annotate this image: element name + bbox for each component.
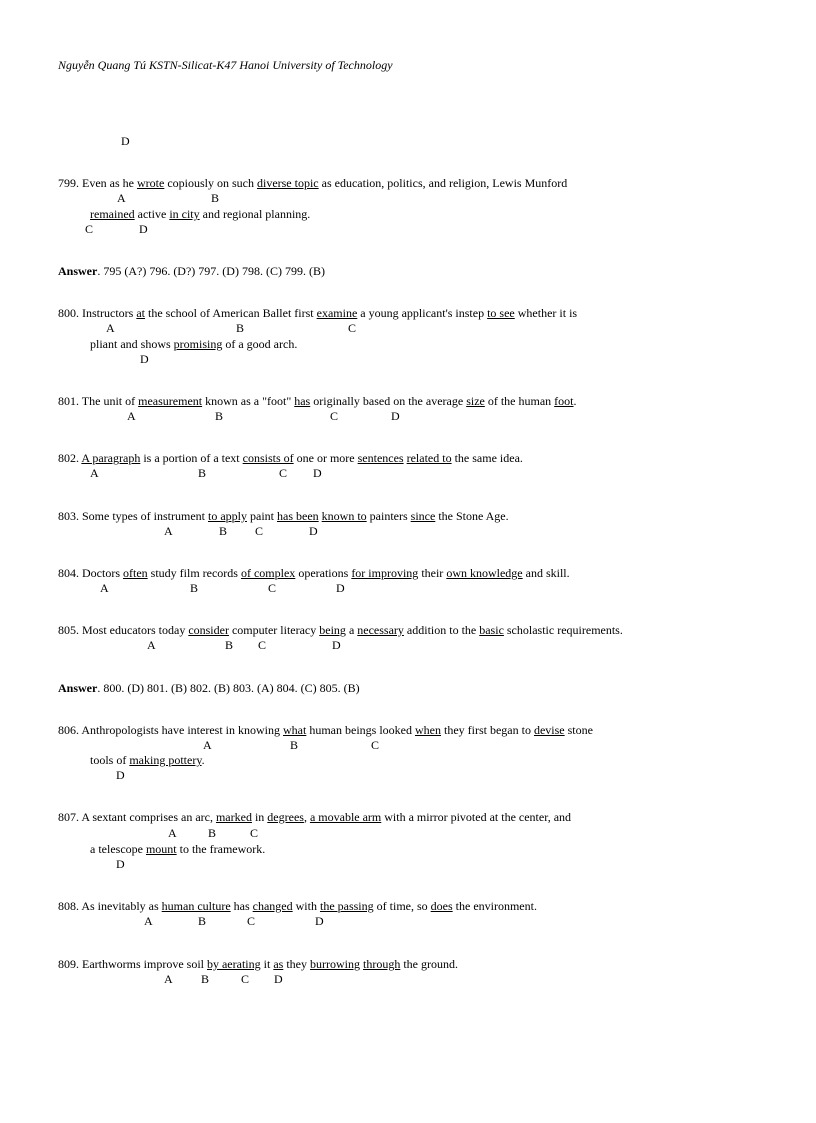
option-d: mount — [145, 842, 177, 856]
option-letter-b: B — [290, 738, 299, 752]
option-a: measurement — [138, 394, 203, 408]
question-799-line-1: 799. Even as he wrote copiously on such diverse topic as education, politics, and religion, Lewis Munford — [58, 176, 568, 190]
option-letter-b: B — [219, 524, 228, 538]
option-letter-a: A — [203, 738, 212, 752]
option-letter-d: D — [116, 768, 125, 782]
question-number: 802. — [58, 451, 79, 465]
option-a: by aerating — [206, 957, 261, 971]
option-letter-a: A — [144, 914, 153, 928]
option-b: changed — [252, 899, 293, 913]
option-c: devise — [533, 723, 565, 737]
option-c: burrowing — [309, 957, 360, 971]
option-letter-a: A — [127, 409, 136, 423]
option-b: degrees — [267, 810, 304, 824]
answer-label: Answer — [58, 681, 98, 695]
option-letter-d: D — [309, 524, 318, 538]
answer-label: Answer — [58, 264, 98, 278]
option-letter-a: A — [164, 972, 173, 986]
answer-key-2: Answer. 800. (D) 801. (B) 802. (B) 803. (A) 804. (C) 805. (B) — [58, 681, 360, 695]
option-c: necessary — [357, 623, 404, 637]
option-letter-d: D — [116, 857, 125, 871]
option-a: A paragraph — [81, 451, 141, 465]
question-801-line-1: 801. The unit of measurement known as a "foot" has originally based on the average size of the human foot. — [58, 394, 577, 408]
option-letter-c: C — [85, 222, 94, 236]
option-a: wrote — [136, 176, 165, 190]
option-b: has been — [277, 509, 319, 523]
option-a: at — [136, 306, 145, 320]
option-letter-d: D — [274, 972, 283, 986]
question-806-line-1: 806. Anthropologists have interest in knowing what human beings looked when they first began to devise stone — [58, 723, 593, 737]
option-d: since — [410, 509, 436, 523]
option-letter-b: B — [236, 321, 245, 335]
option-b: consists of — [242, 451, 294, 465]
option-b: examine — [316, 306, 358, 320]
option-a: what — [283, 723, 307, 737]
option-letter-d: D — [315, 914, 324, 928]
question-808-line-1: 808. As inevitably as human culture has changed with the passing of time, so does the environment. — [58, 899, 537, 913]
question-number: 804. — [58, 566, 79, 580]
option-letter-a: A — [117, 191, 126, 205]
option-b: when — [414, 723, 441, 737]
question-number: 805. — [58, 623, 79, 637]
option-c: for improving — [351, 566, 419, 580]
option-a: to apply — [208, 509, 247, 523]
option-c: size — [466, 394, 485, 408]
option-letter-a: A — [106, 321, 115, 335]
option-a: often — [123, 566, 148, 580]
option-b: being — [319, 623, 346, 637]
question-806-line-2: tools of making pottery. — [90, 753, 205, 767]
question-number: 801. — [58, 394, 79, 408]
option-letter-b: B — [211, 191, 220, 205]
option-d: foot — [554, 394, 574, 408]
option-letter-c: C — [279, 466, 288, 480]
option-d: promising — [173, 337, 223, 351]
option-letter-b: B — [190, 581, 199, 595]
option-letter-d: D — [121, 134, 130, 148]
option-letter-a: A — [164, 524, 173, 538]
question-807-line-1: 807. A sextant comprises an arc, marked in degrees, a movable arm with a mirror pivoted at the center, and — [58, 810, 572, 824]
option-a: human culture — [161, 899, 231, 913]
option-letter-b: B — [201, 972, 210, 986]
option-letter-d: D — [391, 409, 400, 423]
option-letter-b: B — [208, 826, 217, 840]
option-letter-a: A — [100, 581, 109, 595]
option-c: sentences — [357, 451, 404, 465]
option-b: has — [294, 394, 311, 408]
option-c: the passing — [319, 899, 374, 913]
question-800-line-1: 800. Instructors at the school of American Ballet first examine a young applicant's instep to see whether it is — [58, 306, 578, 320]
option-letter-c: C — [241, 972, 250, 986]
option-c: remained — [90, 207, 135, 221]
question-number: 808. — [58, 899, 79, 913]
question-number: 799. — [58, 176, 79, 190]
option-b: diverse topic — [256, 176, 319, 190]
question-809-line-1: 809. Earthworms improve soil by aerating it as they burrowing through the ground. — [58, 957, 458, 971]
option-d: own knowledge — [446, 566, 523, 580]
question-805-line-1: 805. Most educators today consider computer literacy being a necessary addition to the basic scholastic requirements. — [58, 623, 623, 637]
option-letter-c: C — [258, 638, 267, 652]
option-d: basic — [479, 623, 504, 637]
option-letter-d: D — [313, 466, 322, 480]
question-number: 807. — [58, 810, 79, 824]
option-letter-c: C — [247, 914, 256, 928]
option-c: to see — [487, 306, 515, 320]
question-799-line-2: remained active in city and regional planning. — [90, 207, 311, 221]
option-letter-d: D — [140, 352, 149, 366]
question-803-line-1: 803. Some types of instrument to apply paint has been known to painters since the Stone Age. — [58, 509, 509, 523]
page-header: Nguyễn Quang Tú KSTN-Silicat-K47 Hanoi University of Technology — [58, 58, 393, 72]
option-letter-c: C — [330, 409, 339, 423]
question-802-line-1: 802. A paragraph is a portion of a text consists of one or more sentences related to the same idea. — [58, 451, 523, 465]
option-letter-b: B — [215, 409, 224, 423]
option-letter-c: C — [371, 738, 380, 752]
option-a: marked — [215, 810, 252, 824]
answer-key-1: Answer. 795 (A?) 796. (D?) 797. (D) 798. (C) 799. (B) — [58, 264, 325, 278]
question-804-line-1: 804. Doctors often study film records of complex operations for improving their own knowledge and skill. — [58, 566, 570, 580]
option-d: making pottery — [129, 753, 202, 767]
option-letter-b: B — [198, 914, 207, 928]
option-d: in city — [169, 207, 200, 221]
option-letter-b: B — [198, 466, 207, 480]
option-letter-d: D — [332, 638, 341, 652]
question-number: 809. — [58, 957, 79, 971]
option-d: related to — [406, 451, 452, 465]
question-800-line-2: pliant and shows promising of a good arch. — [90, 337, 298, 351]
option-letter-b: B — [225, 638, 234, 652]
option-letter-a: A — [168, 826, 177, 840]
option-a: consider — [188, 623, 229, 637]
option-letter-a: A — [147, 638, 156, 652]
option-d: through — [362, 957, 401, 971]
option-letter-d: D — [139, 222, 148, 236]
option-b: as — [273, 957, 284, 971]
option-letter-c: C — [268, 581, 277, 595]
option-letter-c: C — [348, 321, 357, 335]
option-letter-c: C — [250, 826, 259, 840]
option-c: a movable arm — [309, 810, 382, 824]
option-b: of complex — [240, 566, 296, 580]
question-number: 803. — [58, 509, 79, 523]
question-number: 800. — [58, 306, 79, 320]
question-number: 806. — [58, 723, 79, 737]
option-letter-a: A — [90, 466, 99, 480]
question-807-line-2: a telescope mount to the framework. — [90, 842, 266, 856]
option-letter-c: C — [255, 524, 264, 538]
option-letter-d: D — [336, 581, 345, 595]
option-c: known to — [321, 509, 367, 523]
option-d: does — [430, 899, 453, 913]
